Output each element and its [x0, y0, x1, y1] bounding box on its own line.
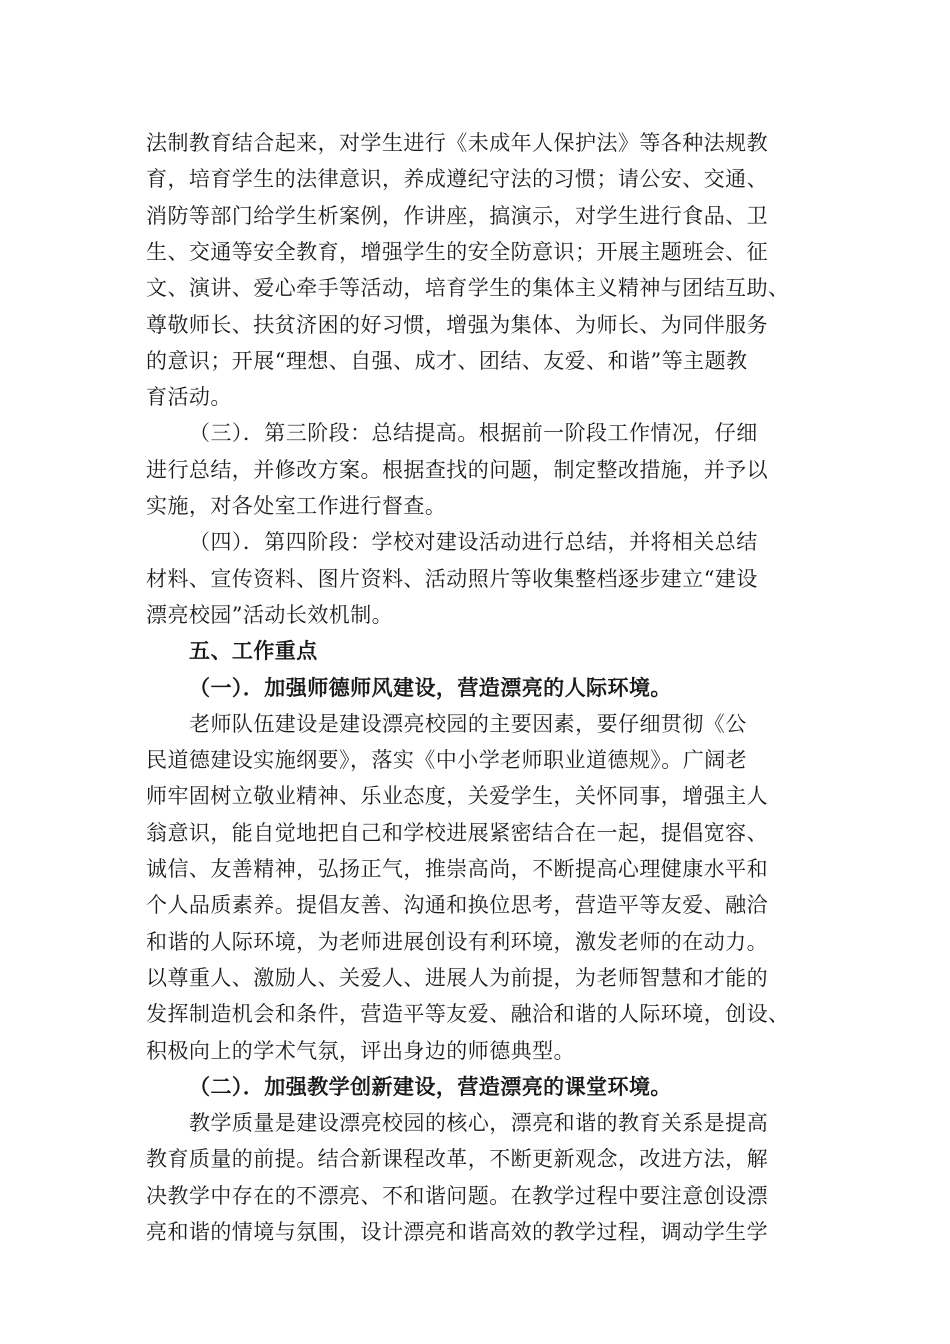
body-text-line: 生、交通等安全教育，增强学生的安全防意识；开展主题班会、征: [146, 239, 769, 264]
body-text-line: 实施，对各处室工作进行督查。: [146, 494, 447, 518]
body-text-line: 民道德建设实施纲要》，落实《中小学老师职业道德规》。广阔老: [146, 748, 748, 773]
section-heading: 五、工作重点: [189, 639, 318, 664]
body-text-line: 的意识；开展“理想、自强、成才、团结、友爱、和谐”等主题教: [146, 348, 748, 373]
teacher-paragraph: 老师队伍建设是建设漂亮校园的主要因素，要仔细贯彻《公: [189, 711, 747, 736]
body-text-line: 材料、宣传资料、图片资料、活动照片等收集整档逐步建立“建设: [146, 566, 758, 591]
subsection-heading: （二）．加强教学创新建设，营造漂亮的课堂环境。: [189, 1074, 672, 1099]
body-text-line: 进行总结，并修改方案。根据查找的问题，制定整改措施，并予以: [146, 457, 769, 482]
body-text-line: 个人品质素养。提倡友善、沟通和换位思考，营造平等友爱、融洽: [146, 893, 769, 918]
subsection-heading: （一）．加强师德师风建设，营造漂亮的人际环境。: [189, 675, 672, 700]
body-text-line: 翁意识，能自觉地把自己和学校进展紧密结合在一起，提倡宽容、: [146, 820, 769, 845]
body-text-line: 漂亮校园”活动长效机制。: [146, 602, 394, 627]
body-text-line: 师牢固树立敬业精神、乐业态度，关爱学生，关怀同事，增强主人: [146, 784, 769, 809]
teaching-paragraph: 教学质量是建设漂亮校园的核心，漂亮和谐的教育关系是提高: [189, 1111, 769, 1136]
body-text-line: 以尊重人、激励人、关爱人、进展人为前提，为老师智慧和才能的: [146, 965, 769, 990]
stage-three-paragraph: （三）．第三阶段：总结提高。根据前一阶段工作情况，仔细: [189, 421, 758, 446]
body-text-line: 积极向上的学术气氛，评出身边的师德典型。: [146, 1038, 575, 1063]
body-text-line: 发挥制造机会和条件，营造平等友爱、融洽和谐的人际环境，创设、: [146, 1002, 790, 1027]
body-text-line: 诚信、友善精神，弘扬正气，推崇高尚，不断提高心理健康水平和: [146, 857, 769, 881]
body-text-line: 决教学中存在的不漂亮、不和谐问题。在教学过程中要注意创设漂: [146, 1183, 769, 1208]
body-text-line: 消防等部门给学生析案例，作讲座，搞演示，对学生进行食品、卫: [146, 203, 769, 228]
body-text-line: 教育质量的前提。结合新课程改革，不断更新观念，改进方法，解: [146, 1147, 769, 1172]
stage-four-paragraph: （四）．第四阶段：学校对建设活动进行总结，并将相关总结: [189, 530, 758, 555]
body-text-line: 亮和谐的情境与氛围，设计漂亮和谐高效的教学过程，调动学生学: [146, 1220, 769, 1244]
body-text-line: 尊敬师长、扶贫济困的好习惯，增强为集体、为师长、为同伴服务: [146, 312, 769, 337]
body-text-line: 和谐的人际环境，为老师进展创设有利环境，激发老师的在动力。: [146, 929, 769, 954]
body-text-line: 育，培育学生的法律意识，养成遵纪守法的习惯；请公安、交通、: [146, 167, 769, 192]
body-text-line: 育活动。: [146, 385, 232, 410]
body-text-line: 文、演讲、爱心牵手等活动，培育学生的集体主义精神与团结互助、: [146, 276, 790, 301]
body-text-line: 法制教育结合起来，对学生进行《未成年人保护法》等各种法规教: [146, 131, 769, 155]
